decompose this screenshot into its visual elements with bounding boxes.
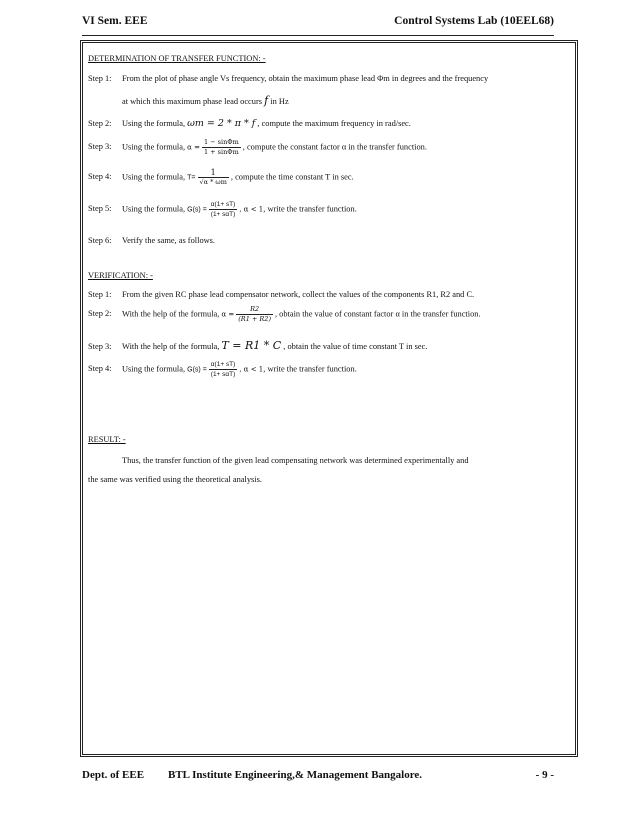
det-step-3-fraction xyxy=(202,138,241,157)
ver-step-3-post: , obtain the value of time constant T in sec. xyxy=(283,342,428,351)
det-step-4 xyxy=(88,168,354,187)
det-step-1-line2b: in Hz xyxy=(270,97,289,106)
ver-step-4-num: α(1+ sT) xyxy=(210,361,236,368)
det-step-3-den: 1 + sinΦm xyxy=(203,148,239,156)
ver-step-2-den: (R1 + R2) xyxy=(238,315,271,323)
ver-step-3-pre: With the help of the formula, xyxy=(122,342,220,351)
det-step-4-post: , compute the time constant T in sec. xyxy=(230,172,354,182)
result-heading: RESULT: - xyxy=(88,435,126,444)
det-step-1-f: f xyxy=(264,94,269,107)
det-step-3-pre: Using the formula, xyxy=(122,142,186,152)
det-step-5-G: G(s) = xyxy=(187,206,207,214)
det-step-3-label: Step 3: xyxy=(88,142,112,152)
determination-heading: DETERMINATION OF TRANSFER FUNCTION: - xyxy=(88,54,266,63)
ver-step-4 xyxy=(88,360,357,379)
footer-page-number: - 9 - xyxy=(535,769,554,781)
ver-step-2-num: R2 xyxy=(236,305,273,315)
det-step-5-fraction xyxy=(209,200,238,219)
det-step-4-num: 1 xyxy=(198,168,229,178)
ver-step-4-pre: Using the formula, xyxy=(122,364,186,374)
det-step-3 xyxy=(88,138,427,157)
det-step-1-label: Step 1: xyxy=(88,74,112,83)
det-step-4-label: Step 4: xyxy=(88,172,112,182)
det-step-5-den: (1+ sαT) xyxy=(210,211,236,218)
footer-institute: BTL Institute Engineering,& Management Bangalore. xyxy=(168,769,423,781)
ver-step-4-cond: , α < 1 xyxy=(239,365,264,374)
ver-step-2-label: Step 2: xyxy=(88,309,112,319)
page-header xyxy=(82,11,554,36)
result-line-1: Thus, the transfer function of the given lead compensating network was determined experimentally and xyxy=(122,456,469,465)
det-step-6-text: Verify the same, as follows. xyxy=(122,236,216,245)
det-step-1 xyxy=(88,73,488,84)
det-step-4-pre: Using the formula, xyxy=(122,172,186,182)
ver-step-3-label: Step 3: xyxy=(88,342,112,351)
ver-step-4-label: Step 4: xyxy=(88,364,112,374)
det-step-6 xyxy=(88,235,215,246)
det-step-3-alpha: α = xyxy=(187,143,200,152)
det-step-5-label: Step 5: xyxy=(88,204,112,214)
ver-step-3-formula: T = R1 * C xyxy=(221,339,282,352)
ver-step-1-text: From the given RC phase lead compensator network, collect the values of the components R1, R2 and C. xyxy=(122,290,475,299)
det-step-3-post: , compute the constant factor α in the transfer function. xyxy=(242,142,427,152)
ver-step-1-label: Step 1: xyxy=(88,290,112,299)
header-semester: VI Sem. EEE xyxy=(82,15,148,27)
footer-department: Dept. of EEE xyxy=(82,769,145,781)
det-step-1-cont xyxy=(88,95,289,107)
det-step-4-den: √α * ωm xyxy=(199,178,227,186)
ver-step-4-den: (1+ sαT) xyxy=(210,371,236,378)
det-step-2 xyxy=(88,118,411,129)
det-step-5 xyxy=(88,200,357,219)
det-step-5-pre: Using the formula, xyxy=(122,204,186,214)
det-step-1-line2a: at which this maximum phase lead occurs xyxy=(122,97,263,106)
ver-step-4-post: , write the transfer function. xyxy=(263,364,357,374)
det-step-1-line1: From the plot of phase angle Vs frequency, obtain the maximum phase lead Φm in degrees and the frequency xyxy=(122,74,489,83)
page-footer xyxy=(82,761,554,791)
det-step-5-num: α(1+ sT) xyxy=(210,201,236,208)
ver-step-3 xyxy=(88,340,427,352)
det-step-4-fraction xyxy=(198,168,229,187)
ver-step-2-post: , obtain the value of constant factor α in the transfer function. xyxy=(274,309,481,319)
header-course: Control Systems Lab (10EEL68) xyxy=(394,15,554,27)
verification-heading: VERIFICATION: - xyxy=(88,271,153,280)
ver-step-1 xyxy=(88,289,474,300)
det-step-2-formula: ωm = 2 * π * f xyxy=(187,118,256,129)
ver-step-2-pre: With the help of the formula, xyxy=(122,309,220,319)
det-step-6-label: Step 6: xyxy=(88,236,112,245)
ver-step-2-fraction xyxy=(236,305,273,324)
ver-step-2-alpha: α = xyxy=(221,310,235,319)
det-step-5-post: , write the transfer function. xyxy=(263,204,357,214)
ver-step-4-G: G(s) = xyxy=(187,366,207,374)
det-step-2-label: Step 2: xyxy=(88,119,112,128)
ver-step-2 xyxy=(88,305,481,324)
det-step-2-pre: Using the formula, xyxy=(122,119,186,128)
det-step-3-num: 1 − sinΦm xyxy=(203,138,239,146)
det-step-4-T: T= xyxy=(187,174,196,182)
ver-step-4-fraction xyxy=(209,360,238,379)
det-step-2-post: , compute the maximum frequency in rad/sec. xyxy=(257,119,411,128)
det-step-5-cond: , α < 1 xyxy=(239,205,264,214)
result-line-2: the same was verified using the theoretical analysis. xyxy=(88,475,262,484)
